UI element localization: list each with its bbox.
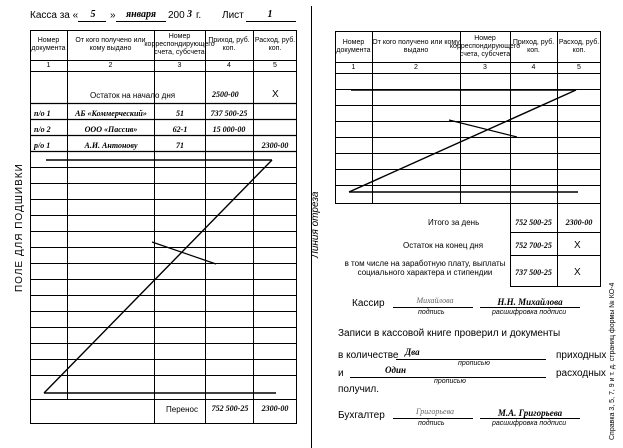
cash-date-label: Касса за « [30, 10, 79, 21]
opening-balance-value: 2500-00 [212, 90, 239, 99]
opening-balance-x: X [272, 89, 279, 100]
salary-label: в том числе на заработную плату, выплаты социального характера и стипендии [344, 259, 506, 277]
col-doc-no: Номер документа [31, 37, 66, 52]
day-total-income: 752 500-25 [515, 218, 552, 227]
carry-over-expense: 2300-00 [261, 404, 289, 413]
incoming-count: Два [405, 347, 420, 357]
cashier-label: Кассир [352, 298, 385, 309]
cashier-name: Н.Н. Михайлова [497, 297, 563, 307]
cut-line-label: Линия отреза [310, 191, 321, 258]
salary-value: 737 500-25 [515, 268, 552, 277]
carry-over-label: Перенос [166, 405, 198, 414]
cash-year-digit: 3 [187, 9, 192, 20]
col-income: Приход, руб. коп. [208, 37, 250, 52]
accountant-name: М.А. Григорьева [497, 408, 563, 418]
carry-over-income: 752 500-25 [211, 404, 249, 413]
sheet-label: Лист [222, 10, 244, 21]
closing-balance-label: Остаток на конец дня [403, 241, 484, 250]
closing-balance-value: 752 700-25 [515, 241, 552, 250]
form-reference: Справка 3, 5, 7, 9 и т. д. страниц формы № КО-4 [609, 282, 616, 440]
cashier-signature: Михайлова [416, 296, 454, 305]
col-expense: Расход, руб. коп. [254, 37, 296, 52]
binding-margin-label: ПОЛЕ ДЛЯ ПОДШИВКИ [14, 163, 25, 292]
outgoing-count: Один [385, 365, 406, 375]
accountant-signature: Григорьева [415, 407, 455, 416]
day-total-label: Итого за день [428, 218, 480, 227]
col-from-to: От кого получено или кому выдано [75, 37, 146, 52]
opening-balance-label: Остаток на начало дня [90, 91, 176, 100]
verification-text: Записи в кассовой книге проверил и документы [338, 328, 561, 339]
sheet-number: 1 [267, 9, 273, 20]
day-total-expense: 2300-00 [565, 218, 593, 227]
accountant-label: Бухгалтер [338, 410, 385, 421]
cash-month: января [125, 9, 157, 20]
col-corr-acc: Номер корреспондирующего счета, субсчета [144, 33, 215, 56]
cash-day: 5 [90, 9, 96, 20]
